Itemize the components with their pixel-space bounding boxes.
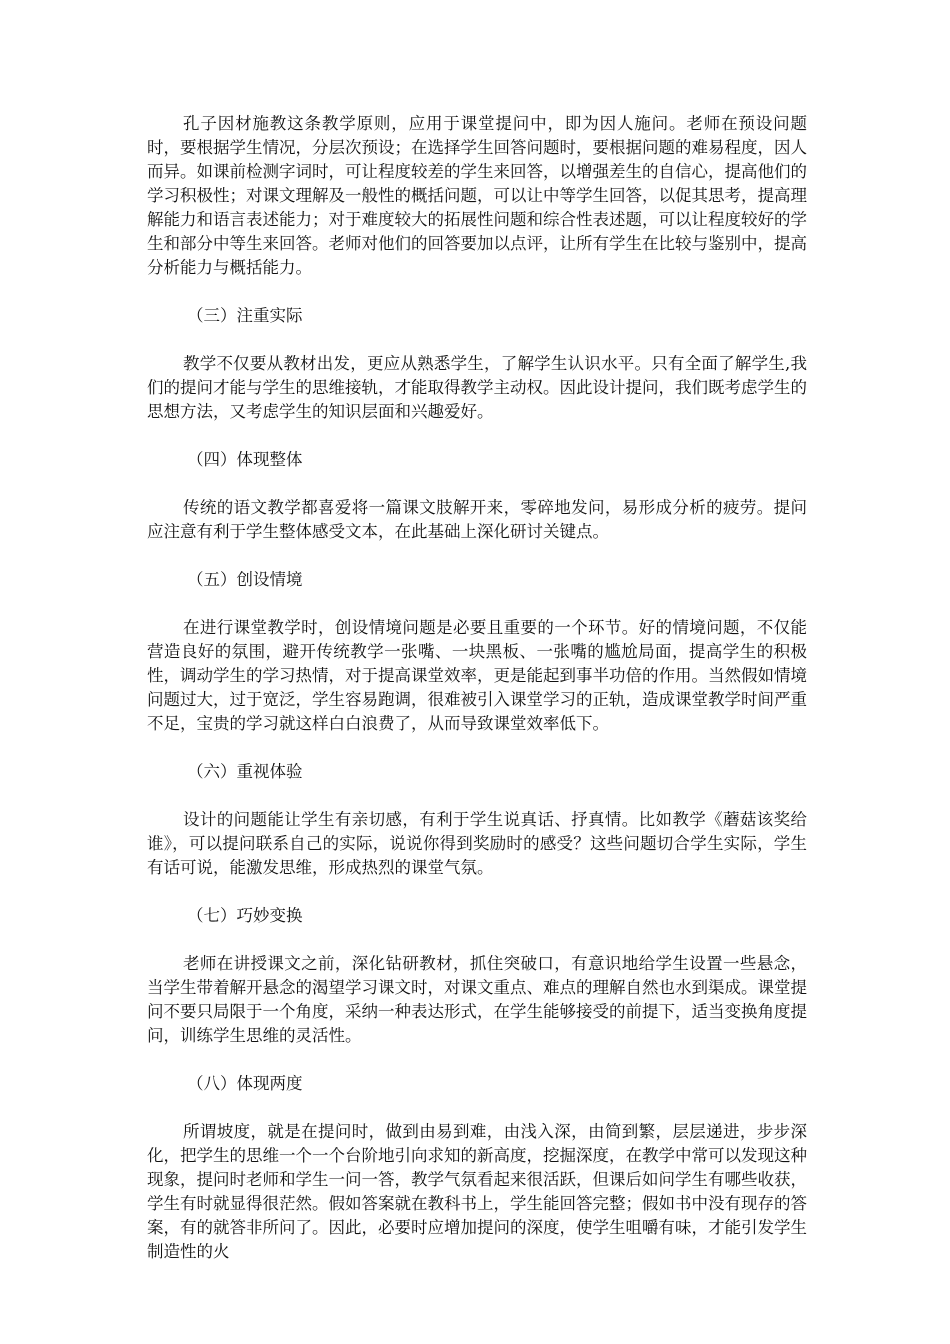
heading-gap (147, 592, 807, 616)
paragraph-3: 教学不仅要从教材出发，更应从熟悉学生，了解学生认识水平。只有全面了解学生,我们的提问才能与学生的思维接轨，才能取得教学主动权。因此设计提问，我们既考虑学生的思想方法，又考虑学生的知识层面和兴趣爱好。 (147, 354, 807, 421)
heading-gap (147, 928, 807, 952)
paragraph-7: 老师在讲授课文之前，深化钻研教材，抓住突破口，有意识地给学生设置一些悬念，当学生带着解开悬念的渴望学习课文时，对课文重点、难点的理解自然也水到渠成。课堂提问不要只局限于一个角度，采纳一种表达形式，在学生能够接受的前提下，适当变换角度提问，训练学生思维的灵活性。 (147, 954, 807, 1045)
section-heading-5: （五）创设情境 (187, 570, 303, 589)
paragraph-5: 在进行课堂教学时，创设情境问题是必要且重要的一个环节。好的情境问题，不仅能营造良好的氛围，避开传统教学一张嘴、一块黑板、一张嘴的尴尬局面，提高学生的积极性，调动学生的学习热情，对于提高课堂效率，更是能起到事半功倍的作用。当然假如情境问题过大，过于宽泛，学生容易跑调，很难被引入课堂学习的正轨，造成课堂教学时间严重不足，宝贵的学习就这样白白浪费了，从而导致课堂效率低下。 (147, 618, 807, 733)
paragraph-gap (147, 1048, 807, 1072)
heading-gap (147, 1096, 807, 1120)
paragraph-4: 传统的语文教学都喜爱将一篇课文肢解开来，零碎地发问，易形成分析的疲劳。提问应注意有利于学生整体感受文本，在此基础上深化研讨关键点。 (147, 498, 807, 541)
paragraph-gap (147, 736, 807, 760)
section-heading-8: （八）体现两度 (187, 1074, 303, 1093)
paragraph-gap (147, 880, 807, 904)
paragraph-intro: 孔子因材施教这条教学原则，应用于课堂提问中，即为因人施问。老师在预设问题时，要根据学生情况，分层次预设；在选择学生回答问题时，要根据问题的难易程度，因人而异。如课前检测字词时，可让程度较差的学生来回答，以增强差生的自信心，提高他们的学习积极性；对课文理解及一般性的概括问题，可以让中等学生回答，以促其思考，提高理解能力和语言表述能力；对于难度较大的拓展性问题和综合性表述题，可以让程度较好的学生和部分中等生来回答。老师对他们的回答要加以点评，让所有学生在比较与鉴别中，提高分析能力与概括能力。 (147, 114, 807, 277)
section-heading-7: （七）巧妙变换 (187, 906, 303, 925)
section-heading-6: （六）重视体验 (187, 762, 303, 781)
paragraph-6: 设计的问题能让学生有亲切感，有利于学生说真话、抒真情。比如教学《蘑菇该奖给谁》，可以提问联系自己的实际，说说你得到奖励时的感受？这些问题切合学生实际，学生有话可说，能激发思维，形成热烈的课堂气氛。 (147, 810, 807, 877)
section-heading-3: （三）注重实际 (187, 306, 303, 325)
paragraph-gap (147, 544, 807, 568)
paragraph-8: 所谓坡度，就是在提问时，做到由易到难，由浅入深，由简到繁，层层递进，步步深化，把学生的思维一个一个台阶地引向求知的新高度，挖掘深度，在教学中常可以发现这种现象，提问时老师和学生一问一答，教学气氛看起来很活跃，但课后如问学生有哪些收获，学生有时就显得很茫然。假如答案就在教科书上，学生能回答完整；假如书中没有现存的答案，有的就答非所问了。因此，必要时应增加提问的深度，使学生咀嚼有味，才能引发学生制造性的火 (147, 1122, 807, 1261)
section-heading-4: （四）体现整体 (187, 450, 303, 469)
heading-gap (147, 784, 807, 808)
heading-gap (147, 328, 807, 352)
heading-gap (147, 472, 807, 496)
paragraph-gap (147, 424, 807, 448)
paragraph-gap (147, 280, 807, 304)
document-body (147, 112, 807, 1264)
